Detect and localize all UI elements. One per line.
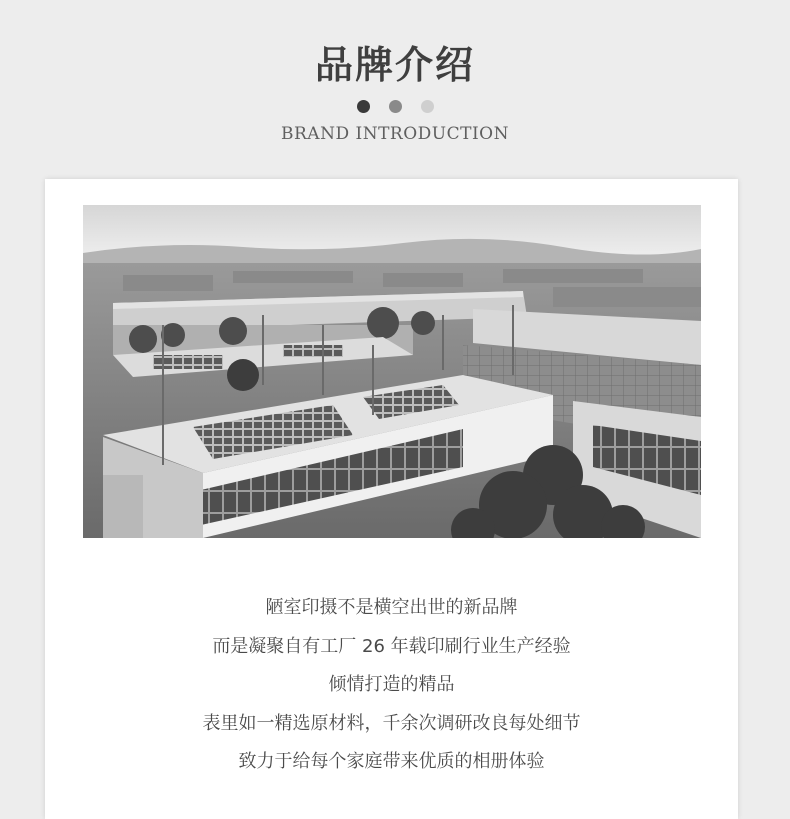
intro-line: 而是凝聚自有工厂 26 年载印刷行业生产经验 xyxy=(212,635,571,657)
decorative-dots xyxy=(0,100,790,113)
factory-rooftop-image xyxy=(83,205,701,538)
section-subtitle: BRAND INTRODUCTION xyxy=(281,124,509,144)
intro-card xyxy=(45,179,738,819)
dot-dark xyxy=(357,100,370,113)
intro-line: 表里如一精选原材料，千余次调研改良每处细节 xyxy=(202,712,581,734)
intro-text xyxy=(45,589,738,782)
section-title: 品牌介绍 xyxy=(314,42,475,87)
dot-light xyxy=(421,100,434,113)
factory-photo xyxy=(83,205,701,538)
brand-header xyxy=(0,0,790,180)
intro-line: 陋室印摄不是横空出世的新品牌 xyxy=(265,597,518,618)
intro-line: 倾情打造的精品 xyxy=(328,674,455,695)
intro-line: 致力于给每个家庭带来优质的相册体验 xyxy=(238,751,545,772)
dot-medium xyxy=(389,100,402,113)
